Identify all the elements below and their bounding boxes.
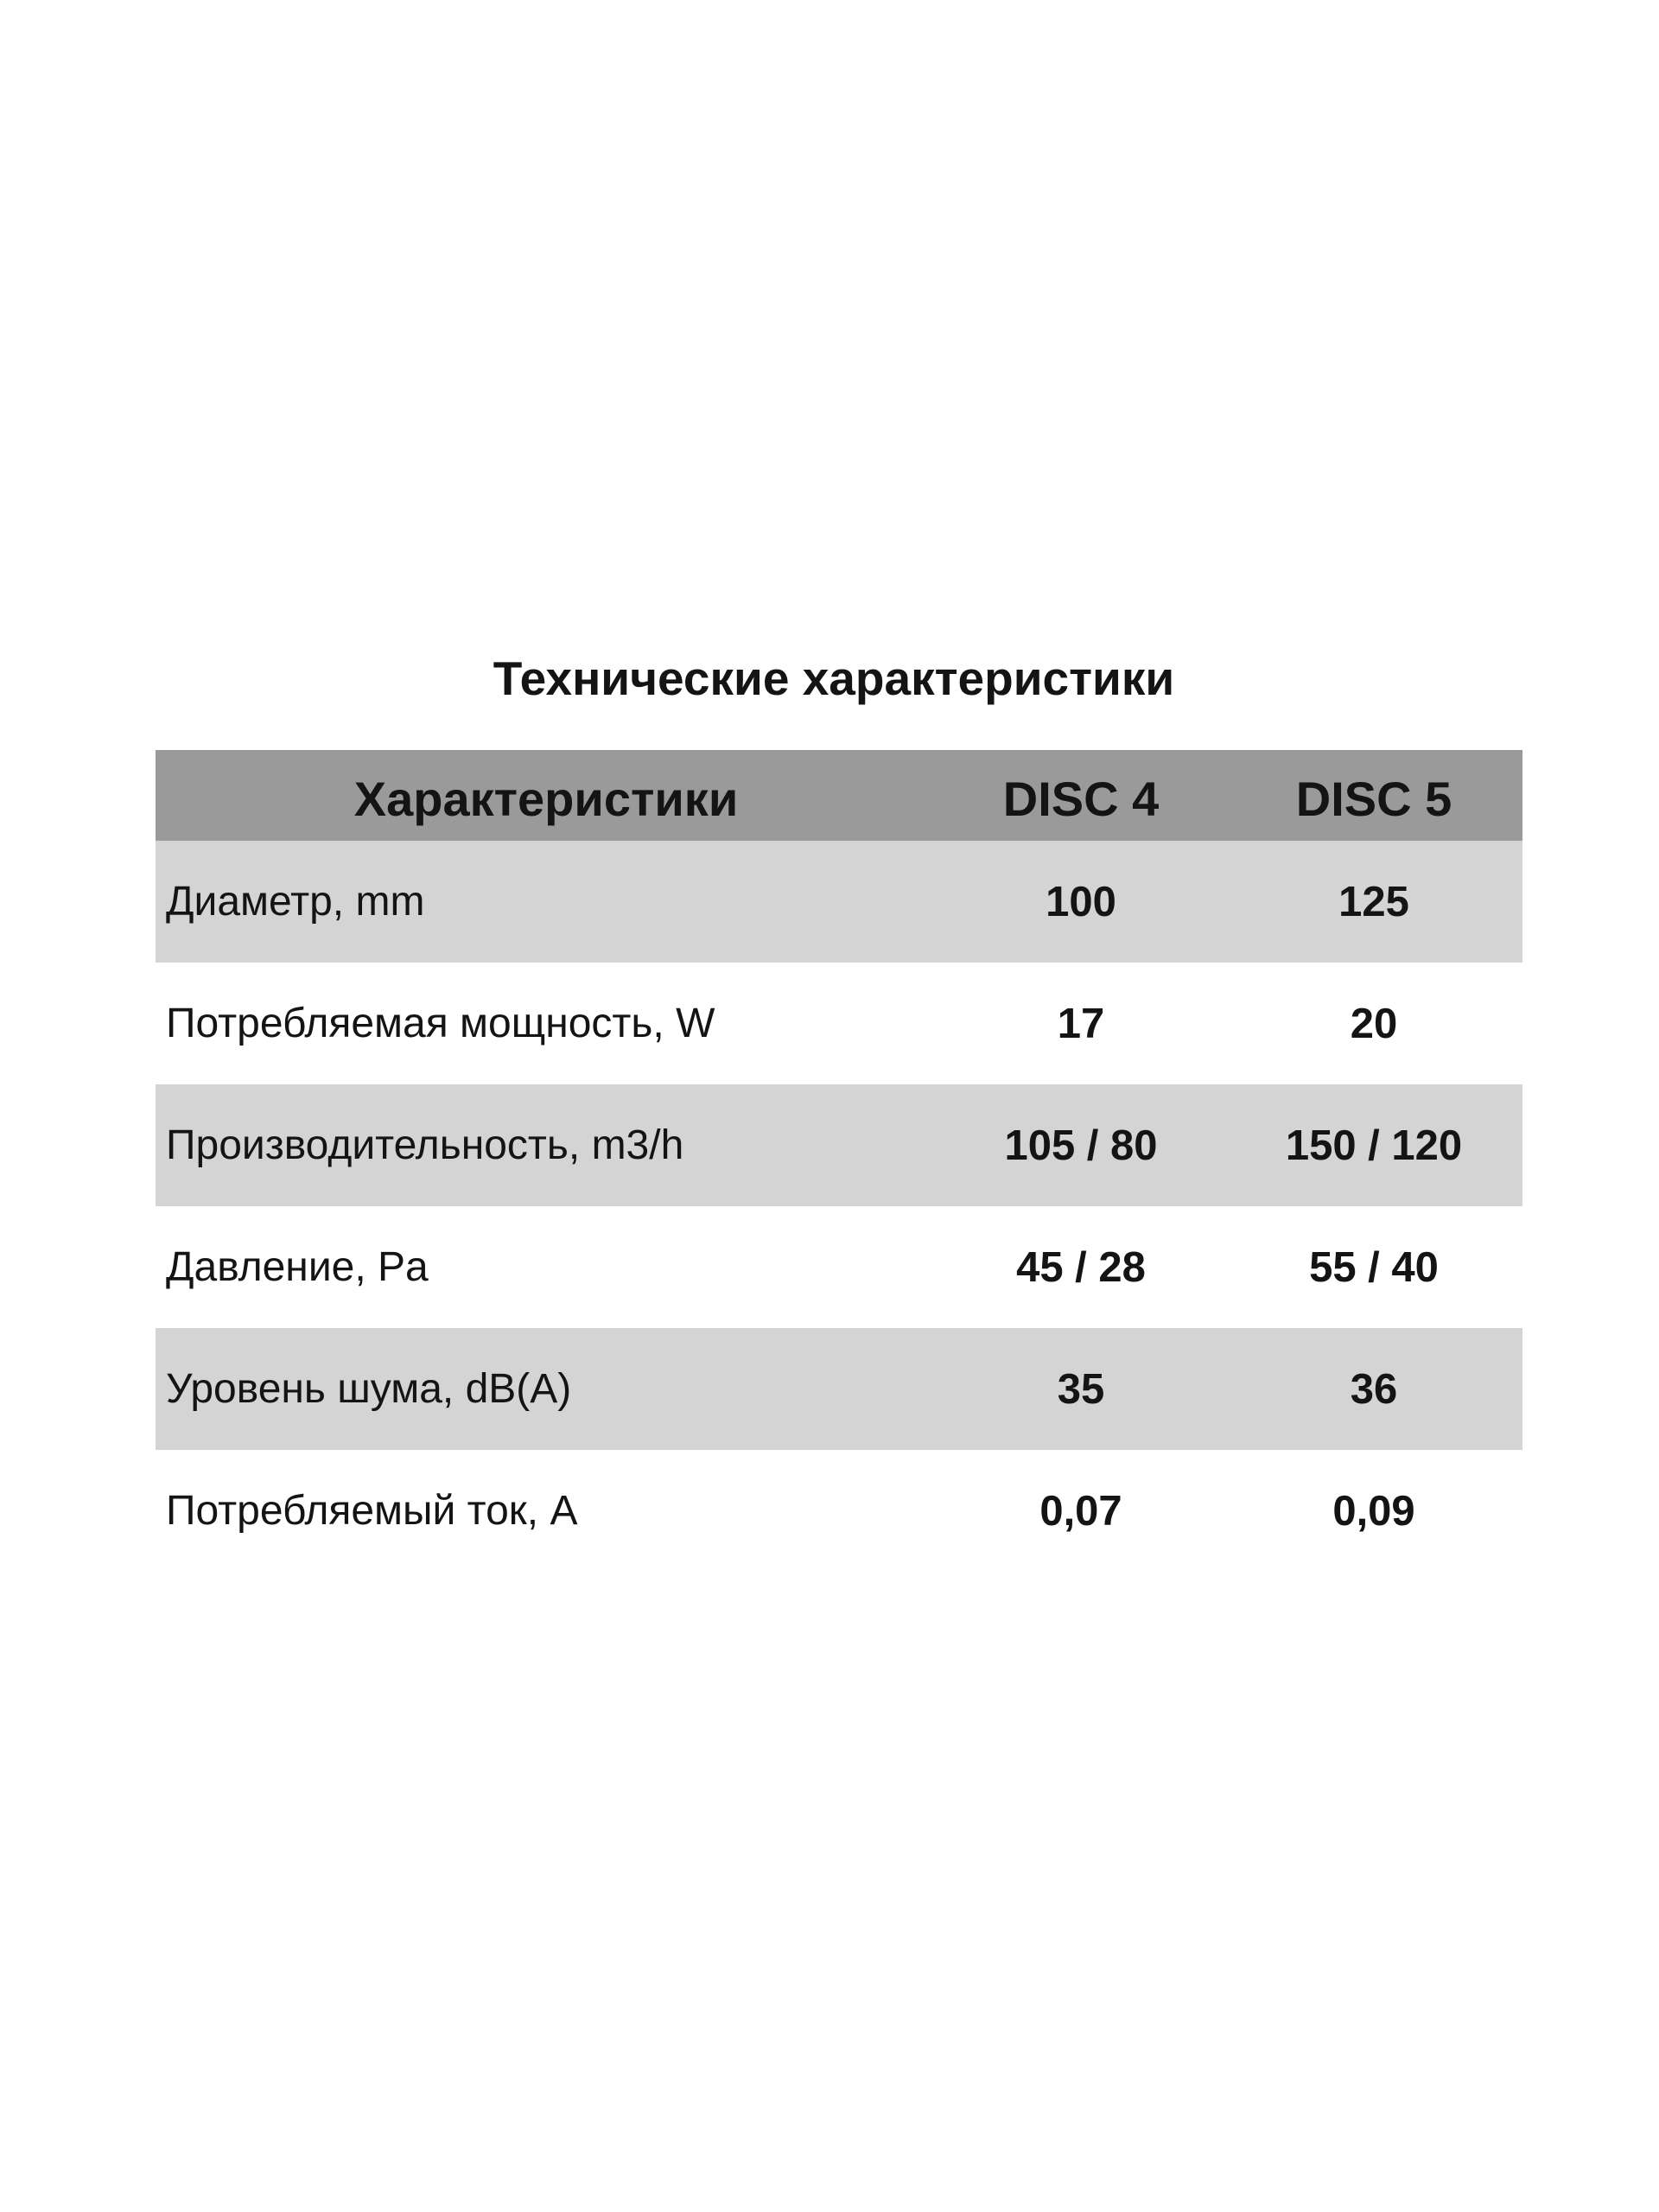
header-characteristics: Характеристики (353, 772, 739, 826)
row-label: Давление, Pa (166, 1244, 429, 1290)
table-row (156, 963, 1522, 1084)
disc4-value: 0,07 (1039, 1487, 1122, 1535)
page-title: Технические характеристики (493, 652, 1175, 705)
row-label: Диаметр, mm (166, 879, 425, 925)
table-row (156, 841, 1522, 963)
spec-table (156, 750, 1522, 1572)
disc4-value: 35 (1057, 1365, 1105, 1413)
disc5-value: 125 (1338, 878, 1409, 925)
table-row (156, 1084, 1522, 1206)
table-header-row (156, 750, 1522, 841)
row-label: Потребляемый ток, А (166, 1488, 578, 1534)
header-disc4: DISC 4 (1002, 772, 1160, 826)
disc4-value: 45 / 28 (1016, 1243, 1146, 1291)
row-label: Потребляемая мощность, W (166, 1001, 715, 1046)
disc4-value: 100 (1046, 878, 1116, 925)
disc4-value: 105 / 80 (1004, 1122, 1158, 1169)
header-disc5: DISC 5 (1295, 772, 1452, 826)
disc5-value: 0,09 (1332, 1487, 1415, 1535)
disc5-value: 150 / 120 (1285, 1122, 1463, 1169)
disc5-value: 55 / 40 (1309, 1243, 1439, 1291)
table-row (156, 1328, 1522, 1450)
row-label: Уровень шума, dB(A) (166, 1366, 572, 1412)
table-row (156, 1450, 1522, 1572)
disc5-value: 36 (1350, 1365, 1398, 1413)
disc4-value: 17 (1057, 1000, 1105, 1047)
row-label: Производительность, m3/h (166, 1122, 684, 1168)
disc5-value: 20 (1350, 1000, 1398, 1047)
table-row (156, 1206, 1522, 1328)
